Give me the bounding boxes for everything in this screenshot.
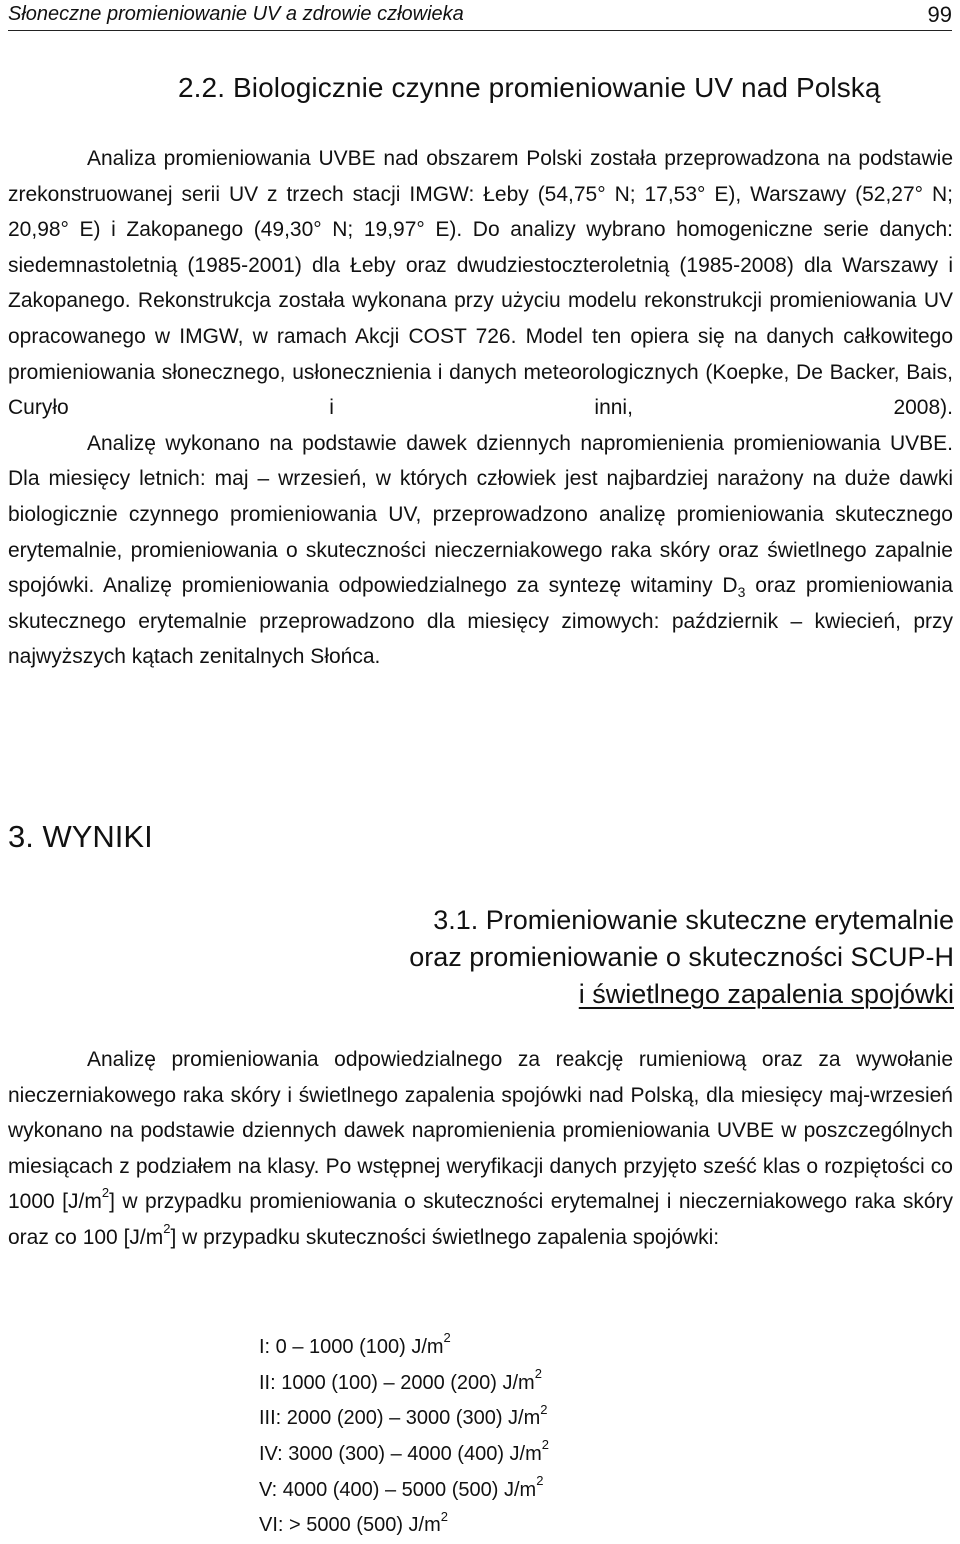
- running-header: [8, 0, 952, 31]
- unit-superscript: 2: [540, 1401, 548, 1417]
- class-list-item: [259, 1437, 549, 1473]
- class-list-item: [259, 1330, 549, 1366]
- unit-superscript: 2: [541, 1437, 549, 1453]
- chapter-heading: 3. WYNIKI: [8, 819, 153, 854]
- class-list-item: [259, 1366, 549, 1402]
- subsection-heading-line: 3.1. Promieniowanie skuteczne erytemalnie: [433, 905, 954, 935]
- paragraph-text: ] w przypadku promieniowania o skuteczności erytemalnej i nieczerniakowego raka skóry oraz co 100 [J/m: [8, 1190, 953, 1249]
- class-label: II: 1000 (100) – 2000 (200) J/m: [259, 1371, 535, 1394]
- paragraph-text: Analizę wykonano na podstawie dawek dziennych napromienienia promieniowania UVBE. Dla miesięcy letnich: maj – wrzesień, w których człowiek jest najbardziej narażony na duże dawki biologicznie czynnego promieniowania UV, przeprowadzono analizę promieniowania skutecznego erytemalnie, promieniowania o skuteczności nieczerniakowego raka skóry oraz świetlnego zapalnie spojówki. Analizę promieniowania odpowiedzialnego za syntezę witaminy D: [8, 431, 953, 598]
- unit-superscript: 2: [440, 1508, 448, 1524]
- class-label: I: 0 – 1000 (100) J/m: [259, 1336, 444, 1358]
- unit-superscript: 2: [536, 1473, 544, 1489]
- subsection-heading-line: [234, 976, 954, 1013]
- class-label: IV: 3000 (300) – 4000 (400) J/m: [259, 1443, 542, 1466]
- superscript: 2: [163, 1220, 171, 1236]
- class-label: V: 4000 (400) – 5000 (500) J/m: [259, 1478, 537, 1501]
- class-list-item: [259, 1508, 549, 1544]
- subsection-heading: [234, 902, 954, 1013]
- paragraph: Analiza promieniowania UVBE nad obszarem Polski została przeprowadzona na podstawie zrekonstruowanej serii UV z trzech stacji IMGW: Łeby (54,75° N; 17,53° E), Warszawy (52,27° N; 20,98° E) i Zakopanego (49,30° N; 19,97° E). Do analizy wybrano homogeniczne serie danych: siedemnastoletnią (1985-2001) dla Łeby oraz dwudziestoczteroletnią (1985-2008) dla Warszawy i Zakopanego. Rekonstrukcja została wykonana przy użyciu modelu rekonstrukcji promieniowania UV opracowanego w IMGW, w ramach Akcji COST 726. Model ten opiera się na danych całkowitego promieniowania słonecznego, usłonecznienia i danych meteorologicznych (Koepke, De Backer, Bais, Curyło i inni, 2008).: [8, 147, 953, 420]
- subsection-heading-line: oraz promieniowanie o skuteczności SCUP-H: [409, 942, 954, 972]
- section-heading: 2.2. Biologicznie czynne promieniowanie UV nad Polską: [178, 72, 881, 103]
- superscript: 2: [101, 1185, 110, 1201]
- paragraph-text: Analizę promieniowania odpowiedzialnego za reakcję rumieniową oraz za wywołanie nieczerniakowego raka skóry i świetlnego zapalenia spojówki nad Polską, dla miesięcy maj-wrzesień wykonano na podstawie dziennych dawek napromienienia promieniowania UVBE w poszczególnych miesiącach z podziałem na klasy. Po wstępnej weryfikacji danych przyjęto sześć klas o rozpiętości co 1000 [J/m: [8, 1048, 953, 1214]
- vitamin-subscript: 3: [737, 584, 746, 601]
- paragraph-text: oraz promieniowania skutecznego erytemalnie przeprowadzono dla miesięcy zimowych: październik – kwiecień, przy najwyższych kątach zenitalnych Słońca.: [8, 574, 953, 669]
- class-label: III: 2000 (200) – 3000 (300) J/m: [259, 1407, 541, 1430]
- class-list-item: [259, 1401, 549, 1437]
- class-list-item: [259, 1473, 549, 1509]
- results-text: [8, 1042, 953, 1256]
- class-list: [259, 1330, 549, 1544]
- intro-text: [8, 141, 953, 675]
- running-title: Słoneczne promieniowanie UV a zdrowie człowieka: [8, 3, 464, 25]
- paragraph: [8, 1042, 953, 1256]
- subsection-heading-line-text: i świetlnego zapalenia spojówki: [578, 979, 954, 1009]
- page-number: 99: [927, 2, 952, 27]
- unit-superscript: 2: [443, 1330, 451, 1346]
- class-label: VI: > 5000 (500) J/m: [259, 1514, 441, 1537]
- unit-superscript: 2: [534, 1366, 542, 1382]
- paragraph-text: ] w przypadku skuteczności świetlnego zapalenia spojówki:: [170, 1225, 720, 1249]
- paragraph: [8, 426, 953, 675]
